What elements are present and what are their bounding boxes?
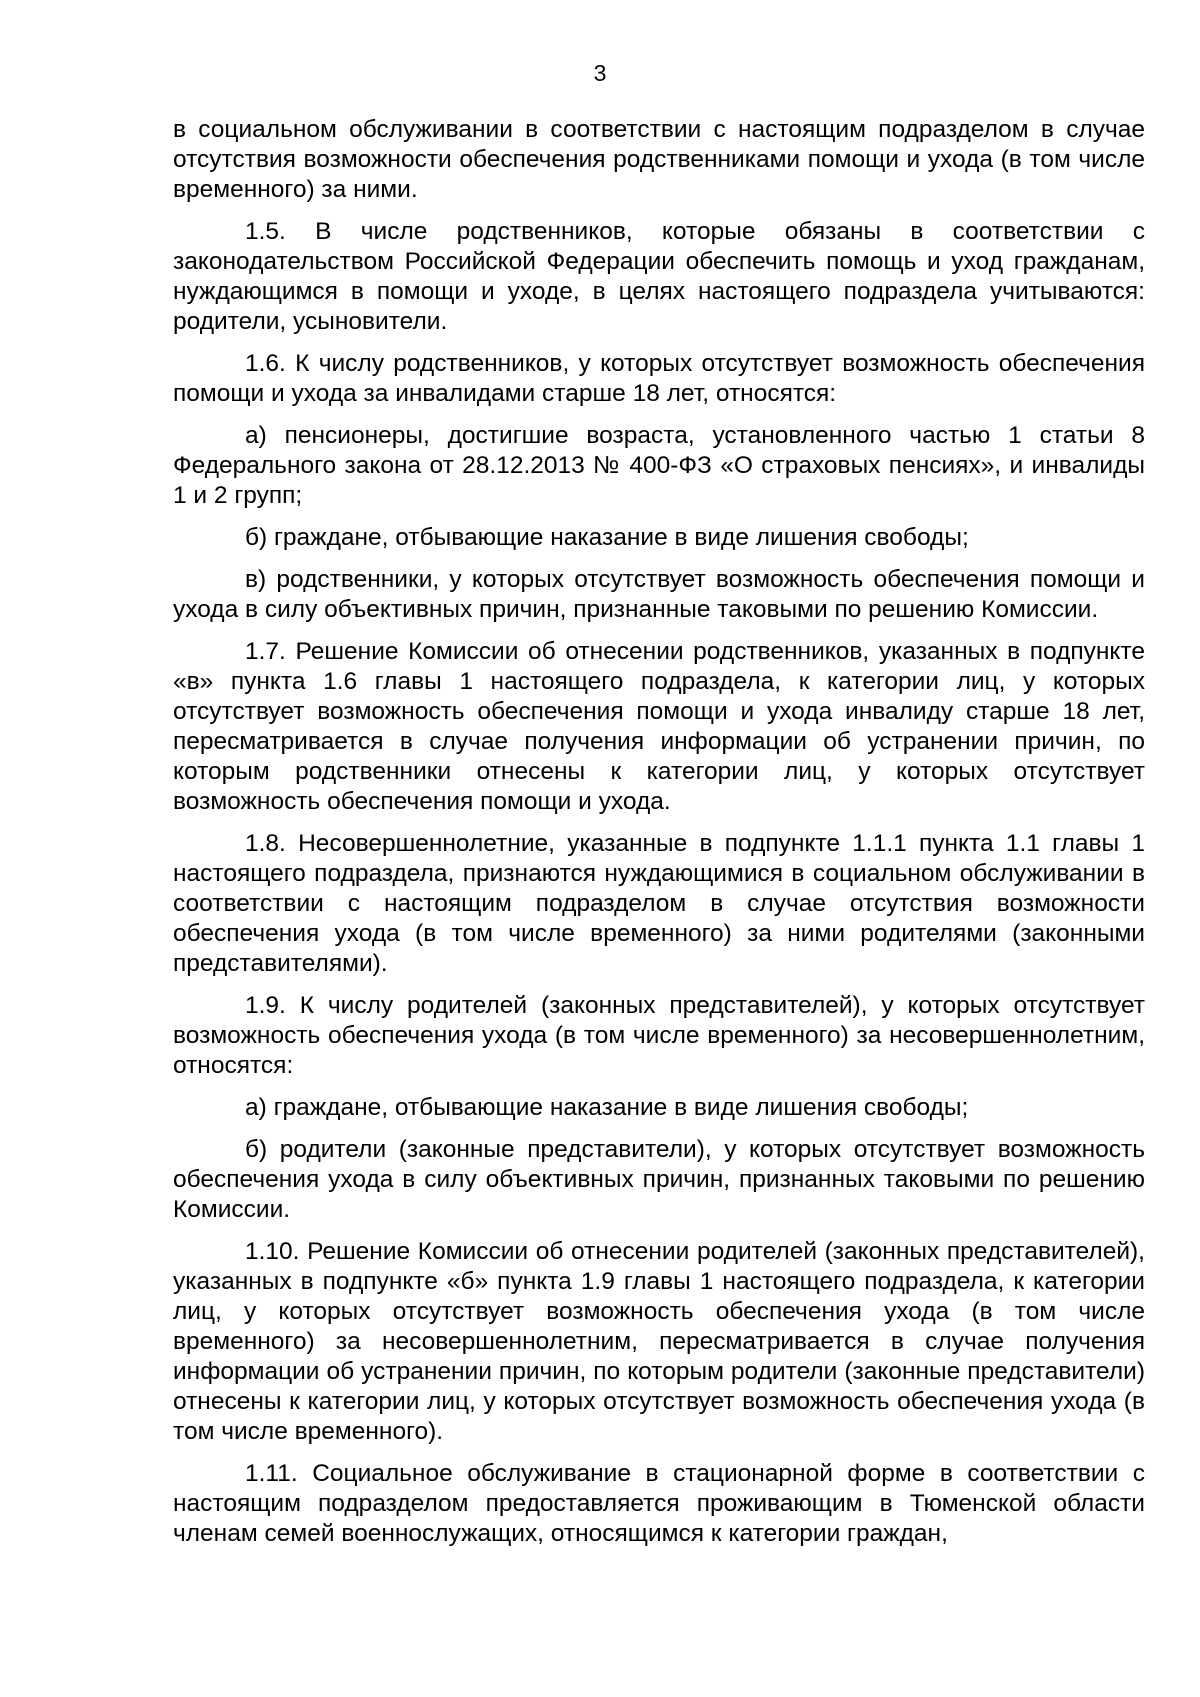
paragraph-1-10: 1.10. Решение Комиссии об отнесении родителей (законных представителей), указанных в подпункте «б» пункта 1.9 главы 1 настоящего подраздела, к категории лиц, у которых отсутствует возможность обеспечения ухода (в том числе временного) за несовершеннолетним, пересматривается в случае получения информации об устранении причин, по которым родители (законные представители) отнесены к категории лиц, у которых отсутствует возможность обеспечения ухода (в том числе временного). xyxy=(173,1238,1145,1445)
paragraph-1-7: 1.7. Решение Комиссии об отнесении родственников, указанных в подпункте «в» пункта 1.6 главы 1 настоящего подраздела, к категории лиц, у которых отсутствует возможность обеспечения помощи и ухода инвалиду старше 18 лет, пересматривается в случае получения информации об устранении причин, по которым родственники отнесены к категории лиц, у которых отсутствует возможность обеспечения помощи и ухода. xyxy=(173,638,1145,815)
paragraph-1-5: 1.5. В числе родственников, которые обязаны в соответствии с законодательством Российской Федерации обеспечить помощь и уход гражданам, нуждающимся в помощи и уходе, в целях настоящего подраздела учитываются: родители, усыновители. xyxy=(173,218,1145,335)
paragraph-continuation: в социальном обслуживании в соответствии с настоящим подразделом в случае отсутствия возможности обеспечения родственниками помощи и ухода (в том числе временного) за ними. xyxy=(173,116,1145,203)
paragraph-1-11: 1.11. Социальное обслуживание в стационарной форме в соответствии с настоящим подразделом предоставляется проживающим в Тюменской области членам семей военнослужащих, относящимся к категории граждан, xyxy=(173,1460,1145,1547)
paragraph-1-9: 1.9. К числу родителей (законных представителей), у которых отсутствует возможность обеспечения ухода (в том числе временного) за несовершеннолетним, относятся: xyxy=(173,992,1145,1079)
paragraph-1-6: 1.6. К числу родственников, у которых отсутствует возможность обеспечения помощи и ухода за инвалидами старше 18 лет, относятся: xyxy=(173,350,1145,407)
paragraph-1-8: 1.8. Несовершеннолетние, указанные в подпункте 1.1.1 пункта 1.1 главы 1 настоящего подраздела, признаются нуждающимися в социальном обслуживании в соответствии с настоящим подразделом в случае отсутствия возможности обеспечения ухода (в том числе временного) за ними родителями (законными представителями). xyxy=(173,830,1145,977)
paragraph-1-6-a: а) пенсионеры, достигшие возраста, установленного частью 1 статьи 8 Федерального закона от 28.12.2013 № 400-ФЗ «О страховых пенсиях», и инвалиды 1 и 2 групп; xyxy=(173,422,1145,509)
page-number: 3 xyxy=(593,60,607,86)
paragraph-1-9-a: а) граждане, отбывающие наказание в виде лишения свободы; xyxy=(245,1094,969,1121)
paragraph-1-9-b: б) родители (законные представители), у которых отсутствует возможность обеспечения ухода в силу объективных причин, признанных таковыми по решению Комиссии. xyxy=(173,1136,1145,1223)
paragraph-1-6-b: б) граждане, отбывающие наказание в виде лишения свободы; xyxy=(245,524,969,551)
document-body xyxy=(173,115,1145,1561)
paragraph-1-6-v: в) родственники, у которых отсутствует возможность обеспечения помощи и ухода в силу объективных причин, признанные таковыми по решению Комиссии. xyxy=(173,566,1145,623)
